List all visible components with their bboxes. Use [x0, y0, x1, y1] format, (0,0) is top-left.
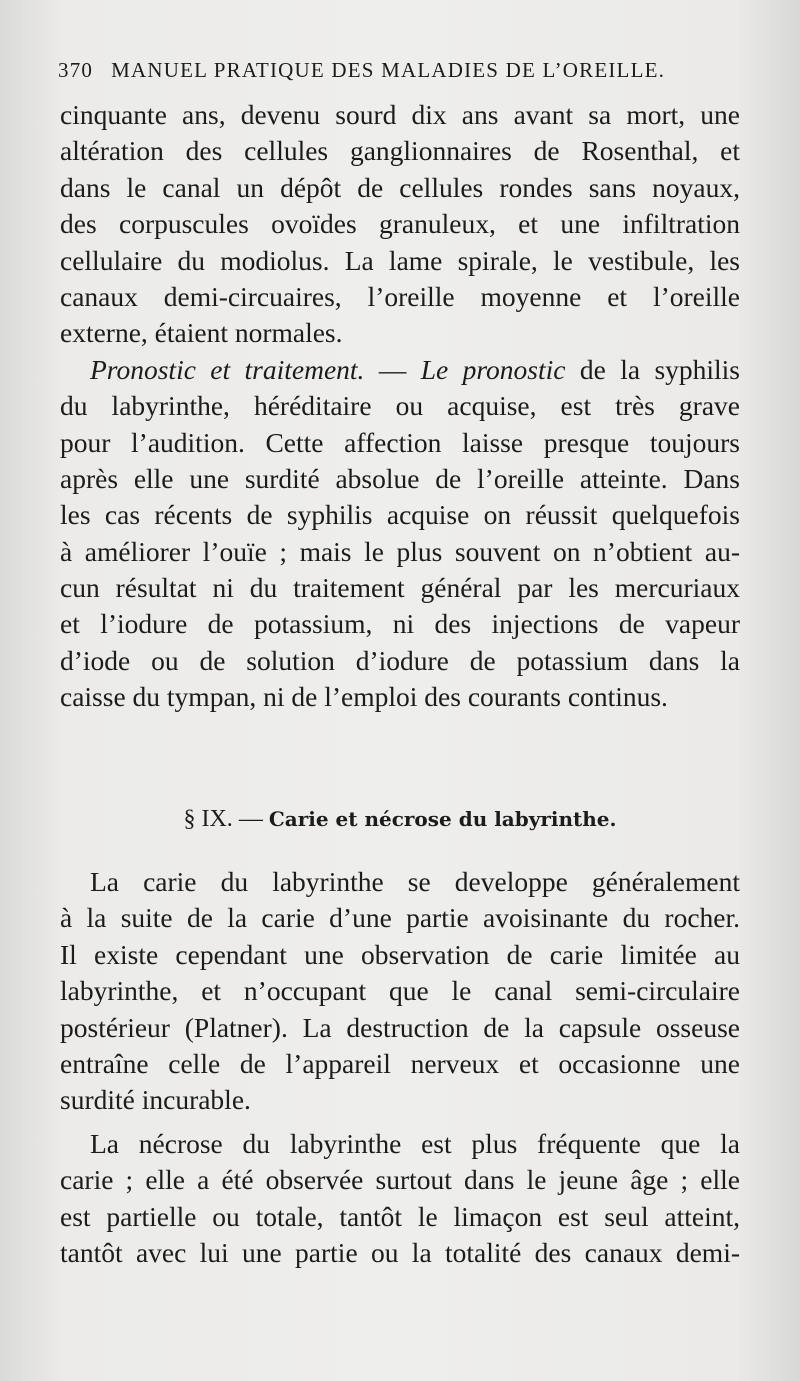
paragraph-necrosis [60, 1126, 740, 1272]
running-header [58, 58, 738, 83]
text-line: pour l’audition. Cette affection laisse presque toujours [60, 426, 740, 458]
prognosis-term: Le pronostic [420, 353, 566, 385]
text-line: tantôt avec lui une partie ou la totalité des canaux demi- [60, 1237, 740, 1269]
text-line: après elle une surdité absolue de l’oreille atteinte. Dans [60, 462, 740, 494]
text-line: canaux demi-circuaires, l’oreille moyenne et l’oreille [60, 280, 740, 312]
text-line: à la suite de la carie d’une partie avoisinante du rocher. [60, 902, 740, 934]
text-line: surdité incurable. [60, 1084, 251, 1116]
text-line: les cas récents de syphilis acquise on réussit quelquefois [60, 499, 740, 531]
text-line: entraîne celle de l’appareil nerveux et occasionne une [60, 1047, 740, 1079]
section-heading [0, 806, 800, 833]
text-line: et l’iodure de potassium, ni des injections de vapeur [60, 608, 740, 640]
text-line: cellulaire du modiolus. La lame spirale, le vestibule, les [60, 244, 740, 276]
text-line: à améliorer l’ouïe ; mais le plus souvent on n’obtient au- [60, 535, 740, 567]
text-line: cinquante ans, devenu sourd dix ans avant sa mort, une [60, 99, 740, 130]
running-title: MANUEL PRATIQUE DES MALADIES DE L’OREILLE. [111, 58, 666, 82]
prognosis-dash: — [378, 353, 407, 385]
text-line: labyrinthe, et n’occupant que le canal semi-circulaire [60, 975, 740, 1007]
page-number: 370 [58, 58, 94, 82]
text-line: du labyrinthe, héréditaire ou acquise, est très grave [60, 390, 740, 422]
text-line: est partielle ou totale, tantôt le limaçon est seul atteint, [60, 1200, 740, 1232]
text-line: externe, étaient normales. [60, 317, 343, 349]
paragraph-case-end [60, 97, 740, 716]
section-dash: — [238, 806, 263, 832]
text-line: La carie du labyrinthe se developpe généralement [90, 866, 740, 897]
text-line: altération des cellules ganglionnaires de Rosenthal, et [60, 135, 740, 167]
paragraph-caries [60, 864, 740, 1119]
prognosis-heading: Pronostic et traitement. [90, 353, 365, 385]
text-line: La nécrose du labyrinthe est plus fréquente que la [90, 1128, 740, 1159]
text-line: postérieur (Platner). La destruction de la capsule osseuse [60, 1011, 740, 1043]
prognosis-line [60, 352, 740, 388]
section-title: Carie et nécrose du labyrinthe. [268, 807, 617, 831]
text-line: dans le canal un dépôt de cellules rondes sans noyaux, [60, 171, 740, 203]
text-line: carie ; elle a été observée surtout dans le jeune âge ; elle [60, 1164, 740, 1196]
text-line: des corpuscules ovoïdes granuleux, et une infiltration [60, 208, 740, 240]
text-line: d’iode ou de solution d’iodure de potassium dans la [60, 644, 740, 676]
text-line: Il existe cependant une observation de carie limitée au [60, 938, 740, 970]
text-line: caisse du tympan, ni de l’emploi des courants continus. [60, 681, 668, 713]
section-number: § IX. [183, 806, 233, 832]
prognosis-rest: de la syphilis [579, 353, 741, 385]
text-line: cun résultat ni du traitement général par les mercuriaux [60, 572, 740, 604]
